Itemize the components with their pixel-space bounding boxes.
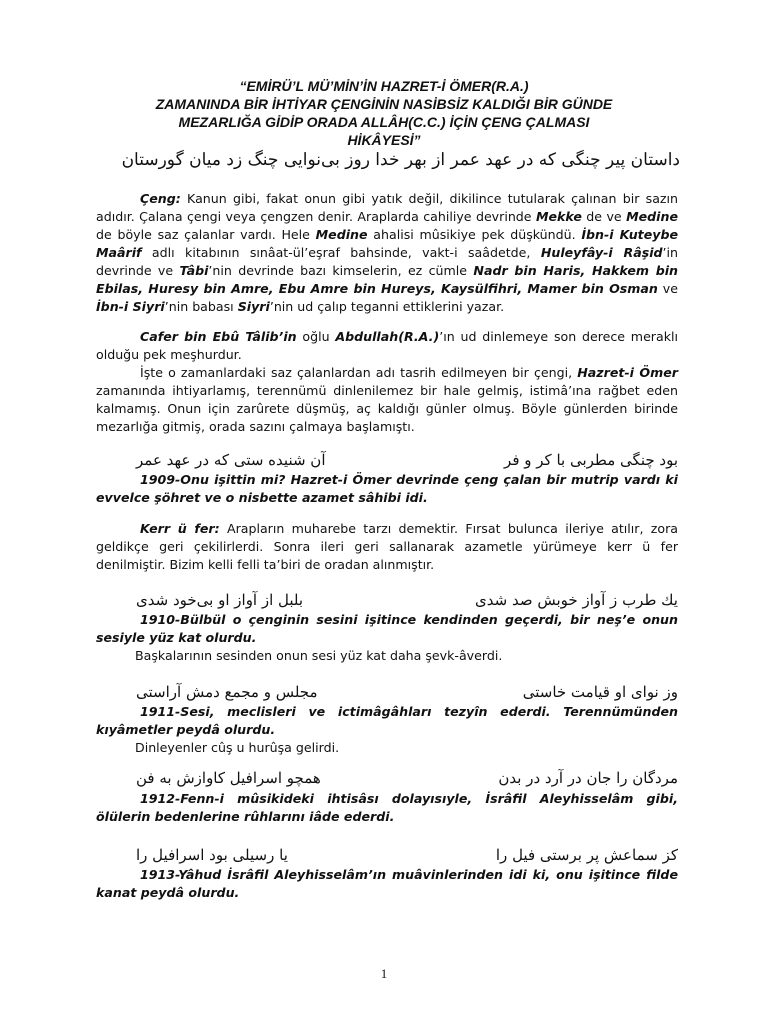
- verse-1910: [96, 590, 678, 612]
- title-line-3: MEZARLIĞA GİDİP ORADA ALLÂH(C.C.) İÇİN ÇENG ÇALMASI: [178, 114, 590, 130]
- translation-1910: 1910-Bülbül o çenginin sesini işitince kendinden geçerdi, bir neş’e onun sesiyle yüz kat olurdu.: [96, 612, 678, 645]
- translation-1912: 1912-Fenn-i mûsikideki ihtisâsı dolayısıyle, İsrâfil Aleyhisselâm gibi, ölülerin bedenlerine rûhlarını iâde ederdi.: [96, 791, 678, 824]
- verse-right-hemistich: کز سماعش پر برستی فیل را: [495, 846, 678, 864]
- verse-left-hemistich: آن شنیده ستی که در عهد عمر: [136, 451, 326, 469]
- verse-left-hemistich: یا رسیلی بود اسرافیل را: [136, 846, 288, 864]
- verse-left-hemistich: همچو اسرافیل کاوازش به فن: [136, 769, 321, 787]
- title-line-2: ZAMANINDA BİR İHTİYAR ÇENGİNİN NASİBSİZ KALDIĞI BİR GÜNDE: [155, 96, 613, 112]
- verse-left-hemistich: مجلس و مجمع دمش آراستی: [136, 683, 318, 701]
- verse-1912: [96, 768, 678, 790]
- kerrufer-paragraph: Kerr ü fer: Arapların muharebe tarzı demektir. Fırsat bulunca ileriye atılır, zora geldikçe geri çekilirlerdi. Sonra ileri geri sallanarak azametle yürümeye kerr ü fer denilmiştir. Bizim kelli felli ta’biri de oradan alınmıştır.: [96, 521, 678, 572]
- translation-1913: 1913-Yâhud İsrâfil Aleyhisselâm’ın muâvinlerinden idi ki, onu işitince filde kanat peydâ olurdu.: [96, 867, 678, 900]
- verse-right-hemistich: وز نوای او قیامت خاستی: [522, 683, 678, 701]
- verse-left-hemistich: بلبل از آواز او بی‌خود شدی: [136, 591, 304, 609]
- translation-1911: 1911-Sesi, meclisleri ve ictimâgâhları tezyîn ederdi. Terennümünden kıyâmetler peydâ olurdu.: [96, 704, 678, 737]
- verse-1911: [96, 682, 678, 704]
- persian-title: داستان پیر چنگی که در عهد عمر از بهر خدا روز بی‌نوایی چنگ زد میان گورستان: [121, 150, 680, 170]
- page-number: 1: [380, 966, 388, 981]
- note-1910: Başkalarının sesinden onun sesi yüz kat daha şevk-âverdi.: [135, 648, 503, 663]
- term-ceng: Çeng:: [140, 191, 181, 206]
- note-1911: Dinleyenler cûş u hurûşa gelirdi.: [135, 740, 340, 755]
- verse-1909: [96, 450, 678, 472]
- intro-paragraph-3: İşte o zamanlardaki saz çalanlardan adı tasrih edilmeyen bir çengi, Hazret-i Ömer zamanında ihtiyarlamış, terennümü dinlenilemez bir hale gelmiş, istimâ’ına rağbet eden kalmamış. Onun için zarûrete düşmüş, aç kaldığı günler olmuş. Böyle günlerden birinde mezarlığa gitmiş, orada sazını çalmaya başlamıştı.: [96, 365, 678, 434]
- verse-right-hemistich: یك طرب ز آواز خوبش صد شدی: [475, 591, 678, 609]
- title-line-1: “EMİRÜ’L MÜ’MİN’İN HAZRET-İ ÖMER(R.A.): [239, 78, 529, 94]
- title-line-4: HİKÂYESİ”: [347, 132, 421, 148]
- intro-paragraph-2: Cafer bin Ebû Tâlib’in oğlu Abdullah(R.A.)’ın ud dinlemeye son derece meraklı olduğu pek meşhurdur.: [96, 329, 678, 362]
- verse-1913: [96, 845, 678, 867]
- verse-right-hemistich: مردگان را جان در آرد در بدن: [498, 769, 678, 787]
- intro-paragraph-1: Çeng: Kanun gibi, fakat onun gibi yatık değil, dikilince tutularak çalınan bir sazın adıdır. Çalana çengi veya çengzen denir. Araplarda cahiliye devrinde Mekke de ve Medine de böyle saz çalanlar vardı. Hele Medine ahalisi mûsikiye pek düşkündü. İbn-i Kuteybe Maârif adlı kitabının sınâat-ül’eşraf bahsinde, vakt-i saâdetde, Huleyfây-i Râşid’in devrinde ve Tâbi’nin devrinde bazı kimselerin, ez cümle Nadr bin Haris, Hakkem bin Ebilas, Huresy bin Amre, Ebu Amre bin Hureys, Kaysülfihri, Mamer bin Osman ve İbn-i Siyri’nin babası Siyri’nin ud çalıp teganni ettiklerini yazar.: [96, 191, 679, 314]
- translation-1909: 1909-Onu işittin mi? Hazret-i Ömer devrinde çeng çalan bir mutrip vardı ki evvelce şöhret ve o nisbette azamet sâhibi idi.: [96, 472, 678, 505]
- verse-right-hemistich: بود چنگی مطربی با کر و فر: [504, 451, 678, 469]
